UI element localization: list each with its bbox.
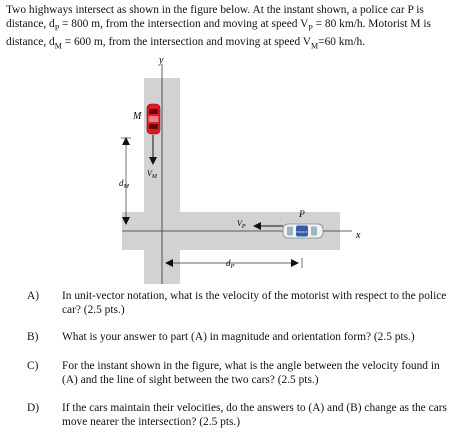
question-letter: D) <box>27 402 40 414</box>
intro-text: =60 km/h. <box>318 36 366 49</box>
motorist-car <box>147 104 160 134</box>
subscript: M <box>54 41 62 51</box>
police-label: P <box>299 210 305 220</box>
question-line: For the instant shown in the figure, what is the angle between the velocity found in <box>62 360 440 372</box>
question-line: move nearer the intersection? (2.5 pts.) <box>62 416 241 428</box>
intersection-diagram <box>0 52 472 284</box>
question-text <box>62 330 466 344</box>
question-letter: C) <box>27 360 39 372</box>
intro-text: distance, d <box>6 18 55 30</box>
motorist-label: M <box>133 111 142 122</box>
x-axis-label: x <box>356 230 361 241</box>
dp-label <box>226 258 235 270</box>
problem-statement <box>6 3 468 54</box>
subscript: P <box>54 23 60 33</box>
vp-letter: V <box>237 219 242 228</box>
subscript: M <box>311 41 319 51</box>
vp-subscript: P <box>241 224 246 230</box>
question-letter: A) <box>27 290 40 302</box>
question-line: If the cars maintain their velocities, do the answers to (A) and (B) change as the cars <box>62 402 447 414</box>
question-line: (A) and the line of sight between the two cars? (2.5 pts.) <box>62 374 319 386</box>
police-car <box>283 224 323 238</box>
question-text <box>62 401 466 429</box>
question-line: In unit-vector notation, what is the velocity of the motorist with respect to the police <box>62 290 447 302</box>
intro-line-3 <box>6 35 468 53</box>
police-car-text: POLICE <box>296 229 308 234</box>
intro-text: = 800 m, from the intersection and moving at speed V <box>59 18 309 30</box>
intro-text: = 80 km/h. Motorist M is <box>312 18 431 30</box>
dm-letter: d <box>119 178 124 188</box>
intro-line-1: Two highways intersect as shown in the figure below. At the instant shown, a police car P is <box>6 4 424 16</box>
dp-letter: d <box>226 258 231 268</box>
question-text <box>62 359 466 387</box>
dm-label <box>119 178 130 190</box>
question-letter: B) <box>27 331 39 343</box>
question-line: car? (2.5 pts.) <box>62 304 125 316</box>
question-text <box>62 289 466 317</box>
y-axis-label: y <box>159 55 164 66</box>
intro-line-2 <box>6 17 468 35</box>
subscript: P <box>308 23 313 33</box>
dm-subscript: M <box>123 183 129 190</box>
vm-subscript: M <box>151 174 157 180</box>
vm-letter: V <box>147 169 152 178</box>
question-line: What is your answer to part (A) in magnitude and orientation form? (2.5 pts.) <box>62 331 415 343</box>
intro-text: = 600 m, from the intersection and moving at speed V <box>61 36 312 49</box>
intro-text: distance, d <box>6 36 55 49</box>
dp-subscript: P <box>230 263 235 270</box>
intersection-figure <box>0 52 472 284</box>
